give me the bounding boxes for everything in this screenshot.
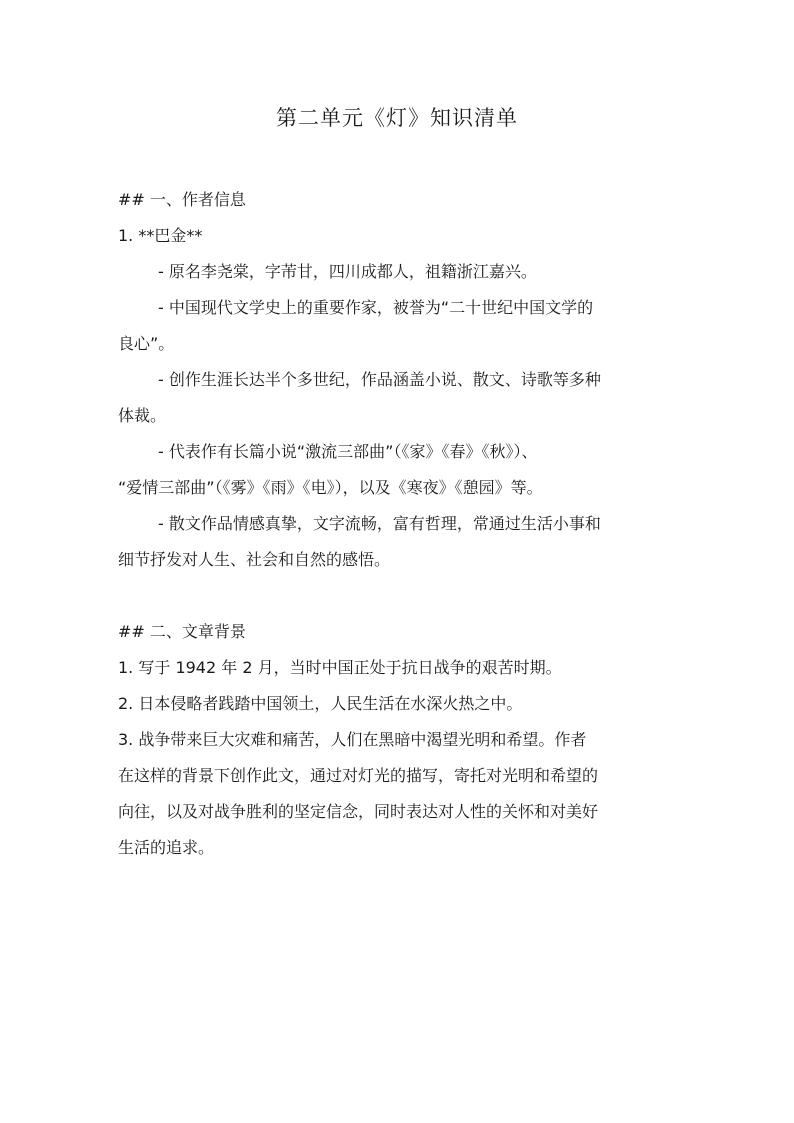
list-item-background-3-line2: 在这样的背景下创作此文，通过对灯光的描写，寄托对光明和希望的 (118, 766, 599, 785)
bullet-career-line2: 体裁。 (118, 406, 167, 425)
list-item-background-2: 2. 日本侵略者践踏中国领土，人民生活在水深火热之中。 (118, 694, 523, 713)
bullet-importance-line1: - 中国现代文学史上的重要作家，被誉为“二十世纪中国文学的 (158, 298, 594, 317)
list-item-background-1: 1. 写于 1942 年 2 月，当时中国正处于抗日战争的艰苦时期。 (118, 658, 562, 677)
section-heading-background: ## 二、文章背景 (118, 622, 246, 641)
list-item-background-3-line4: 生活的追求。 (118, 838, 215, 857)
bullet-works-line2: “爱情三部曲”（《雾》《雨》《电》），以及《寒夜》《憩园》等。 (118, 478, 543, 497)
bullet-importance-line2: 良心”。 (118, 334, 175, 353)
bullet-style-line1: - 散文作品情感真挚，文字流畅，富有哲理，常通过生活小事和 (158, 514, 601, 533)
list-item-author-name: 1. **巴金** (118, 226, 203, 245)
list-item-background-3-line3: 向往，以及对战争胜利的坚定信念，同时表达对人性的关怀和对美好 (118, 802, 599, 821)
list-item-background-3-line1: 3. 战争带来巨大灾难和痛苦，人们在黑暗中渴望光明和希望。作者 (118, 730, 587, 749)
document-body (118, 182, 678, 866)
bullet-works-line1: - 代表作有长篇小说“激流三部曲”（《家》《春》《秋》）、 (158, 442, 538, 461)
bullet-career-line1: - 创作生涯长达半个多世纪，作品涵盖小说、散文、诗歌等多种 (158, 370, 601, 389)
page-title: 第二单元《灯》知识清单 (276, 106, 518, 130)
section-heading-author: ## 一、作者信息 (118, 190, 246, 209)
bullet-style-line2: 细节抒发对人生、社会和自然的感悟。 (118, 550, 391, 569)
section-spacer (118, 578, 678, 614)
bullet-original-name: - 原名李尧棠，字芾甘，四川成都人，祖籍浙江嘉兴。 (158, 262, 537, 281)
